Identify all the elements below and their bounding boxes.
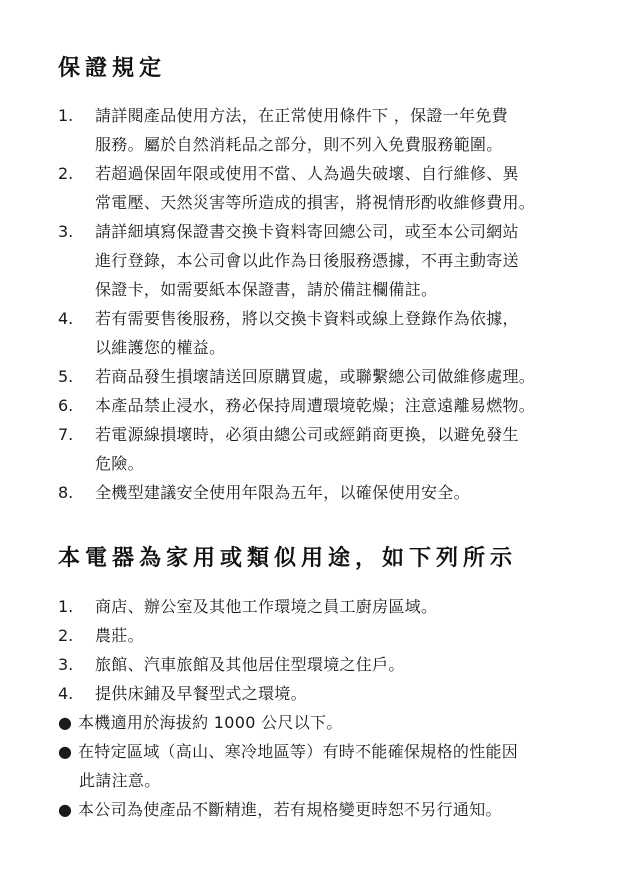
list-item [0, 420, 620, 478]
list-item [0, 362, 620, 391]
item-text: 常電壓、天然災害等所造成的損害，將視情形酌收維修費用。 [95, 193, 536, 212]
item-number: 5. [58, 367, 74, 386]
list-item [0, 391, 620, 420]
list-item [0, 217, 620, 304]
note-text: 本公司為使產品不斷精進，若有規格變更時恕不另行通知。 [78, 800, 502, 819]
item-text: 請詳閱產品使用方法，在正常使用條件下 ，保證一年免費 [95, 106, 508, 125]
item-number: 1. [58, 597, 74, 616]
item-number: 2. [58, 626, 74, 645]
item-number: 8. [58, 483, 74, 502]
note-item [0, 708, 620, 737]
item-text: 服務。屬於自然消耗品之部分，則不列入免費服務範圍。 [95, 135, 503, 154]
item-number: 3. [58, 222, 74, 241]
item-text: 旅館、汽車旅館及其他居住型環境之住戶。 [95, 655, 405, 674]
note-text: 在特定區域（高山、寒冷地區等）有時不能確保規格的性能因 [78, 742, 519, 761]
note-item [0, 737, 620, 795]
bullet-icon: ● [58, 742, 72, 761]
item-number: 7. [58, 425, 74, 444]
item-text: 請詳細填寫保證書交換卡資料寄回總公司，或至本公司網站 [95, 222, 519, 241]
note-item [0, 795, 620, 824]
note-text: 本機適用於海拔約 1000 公尺以下。 [78, 713, 343, 732]
usage-heading: 本電器為家用或類似用途，如下列所示 [58, 546, 518, 571]
item-number: 1. [58, 106, 74, 125]
item-number: 4. [58, 309, 74, 328]
list-item [0, 650, 620, 679]
item-text: 保證卡，如需要紙本保證書，請於備註欄備註。 [95, 280, 438, 299]
item-text: 進行登錄，本公司會以此作為日後服務憑據，不再主動寄送 [95, 251, 519, 270]
item-text: 農莊。 [95, 626, 144, 645]
item-text: 若電源線損壞時，必須由總公司或經銷商更換，以避免發生 [95, 425, 519, 444]
list-item [0, 101, 620, 159]
item-text: 以維護您的權益。 [95, 338, 226, 357]
list-item [0, 159, 620, 217]
item-text: 商店、辦公室及其他工作環境之員工廚房區域。 [95, 597, 438, 616]
warranty-heading: 保證規定 [58, 56, 167, 81]
item-number: 4. [58, 684, 74, 703]
item-number: 6. [58, 396, 74, 415]
item-text: 全機型建議安全使用年限為五年，以確保使用安全。 [95, 483, 470, 502]
list-item [0, 621, 620, 650]
warranty-list [0, 101, 620, 507]
item-number: 3. [58, 655, 74, 674]
item-number: 2. [58, 164, 74, 183]
item-text: 提供床鋪及早餐型式之環境。 [95, 684, 307, 703]
item-text: 若商品發生損壞請送回原購買處，或聯繫總公司做維修處理。 [95, 367, 536, 386]
usage-list [0, 592, 620, 824]
bullet-icon: ● [58, 713, 72, 732]
list-item [0, 592, 620, 621]
note-text: 此請注意。 [79, 771, 161, 790]
item-text: 本產品禁止浸水，務必保持周遭環境乾燥；注意遠離易燃物。 [95, 396, 536, 415]
list-item [0, 478, 620, 507]
item-text: 若有需要售後服務，將以交換卡資料或線上登錄作為依據， [95, 309, 519, 328]
bullet-icon: ● [58, 800, 72, 819]
item-text: 危險。 [95, 454, 144, 473]
item-text: 若超過保固年限或使用不當、人為過失破壞、自行維修、異 [95, 164, 519, 183]
list-item [0, 679, 620, 708]
list-item [0, 304, 620, 362]
